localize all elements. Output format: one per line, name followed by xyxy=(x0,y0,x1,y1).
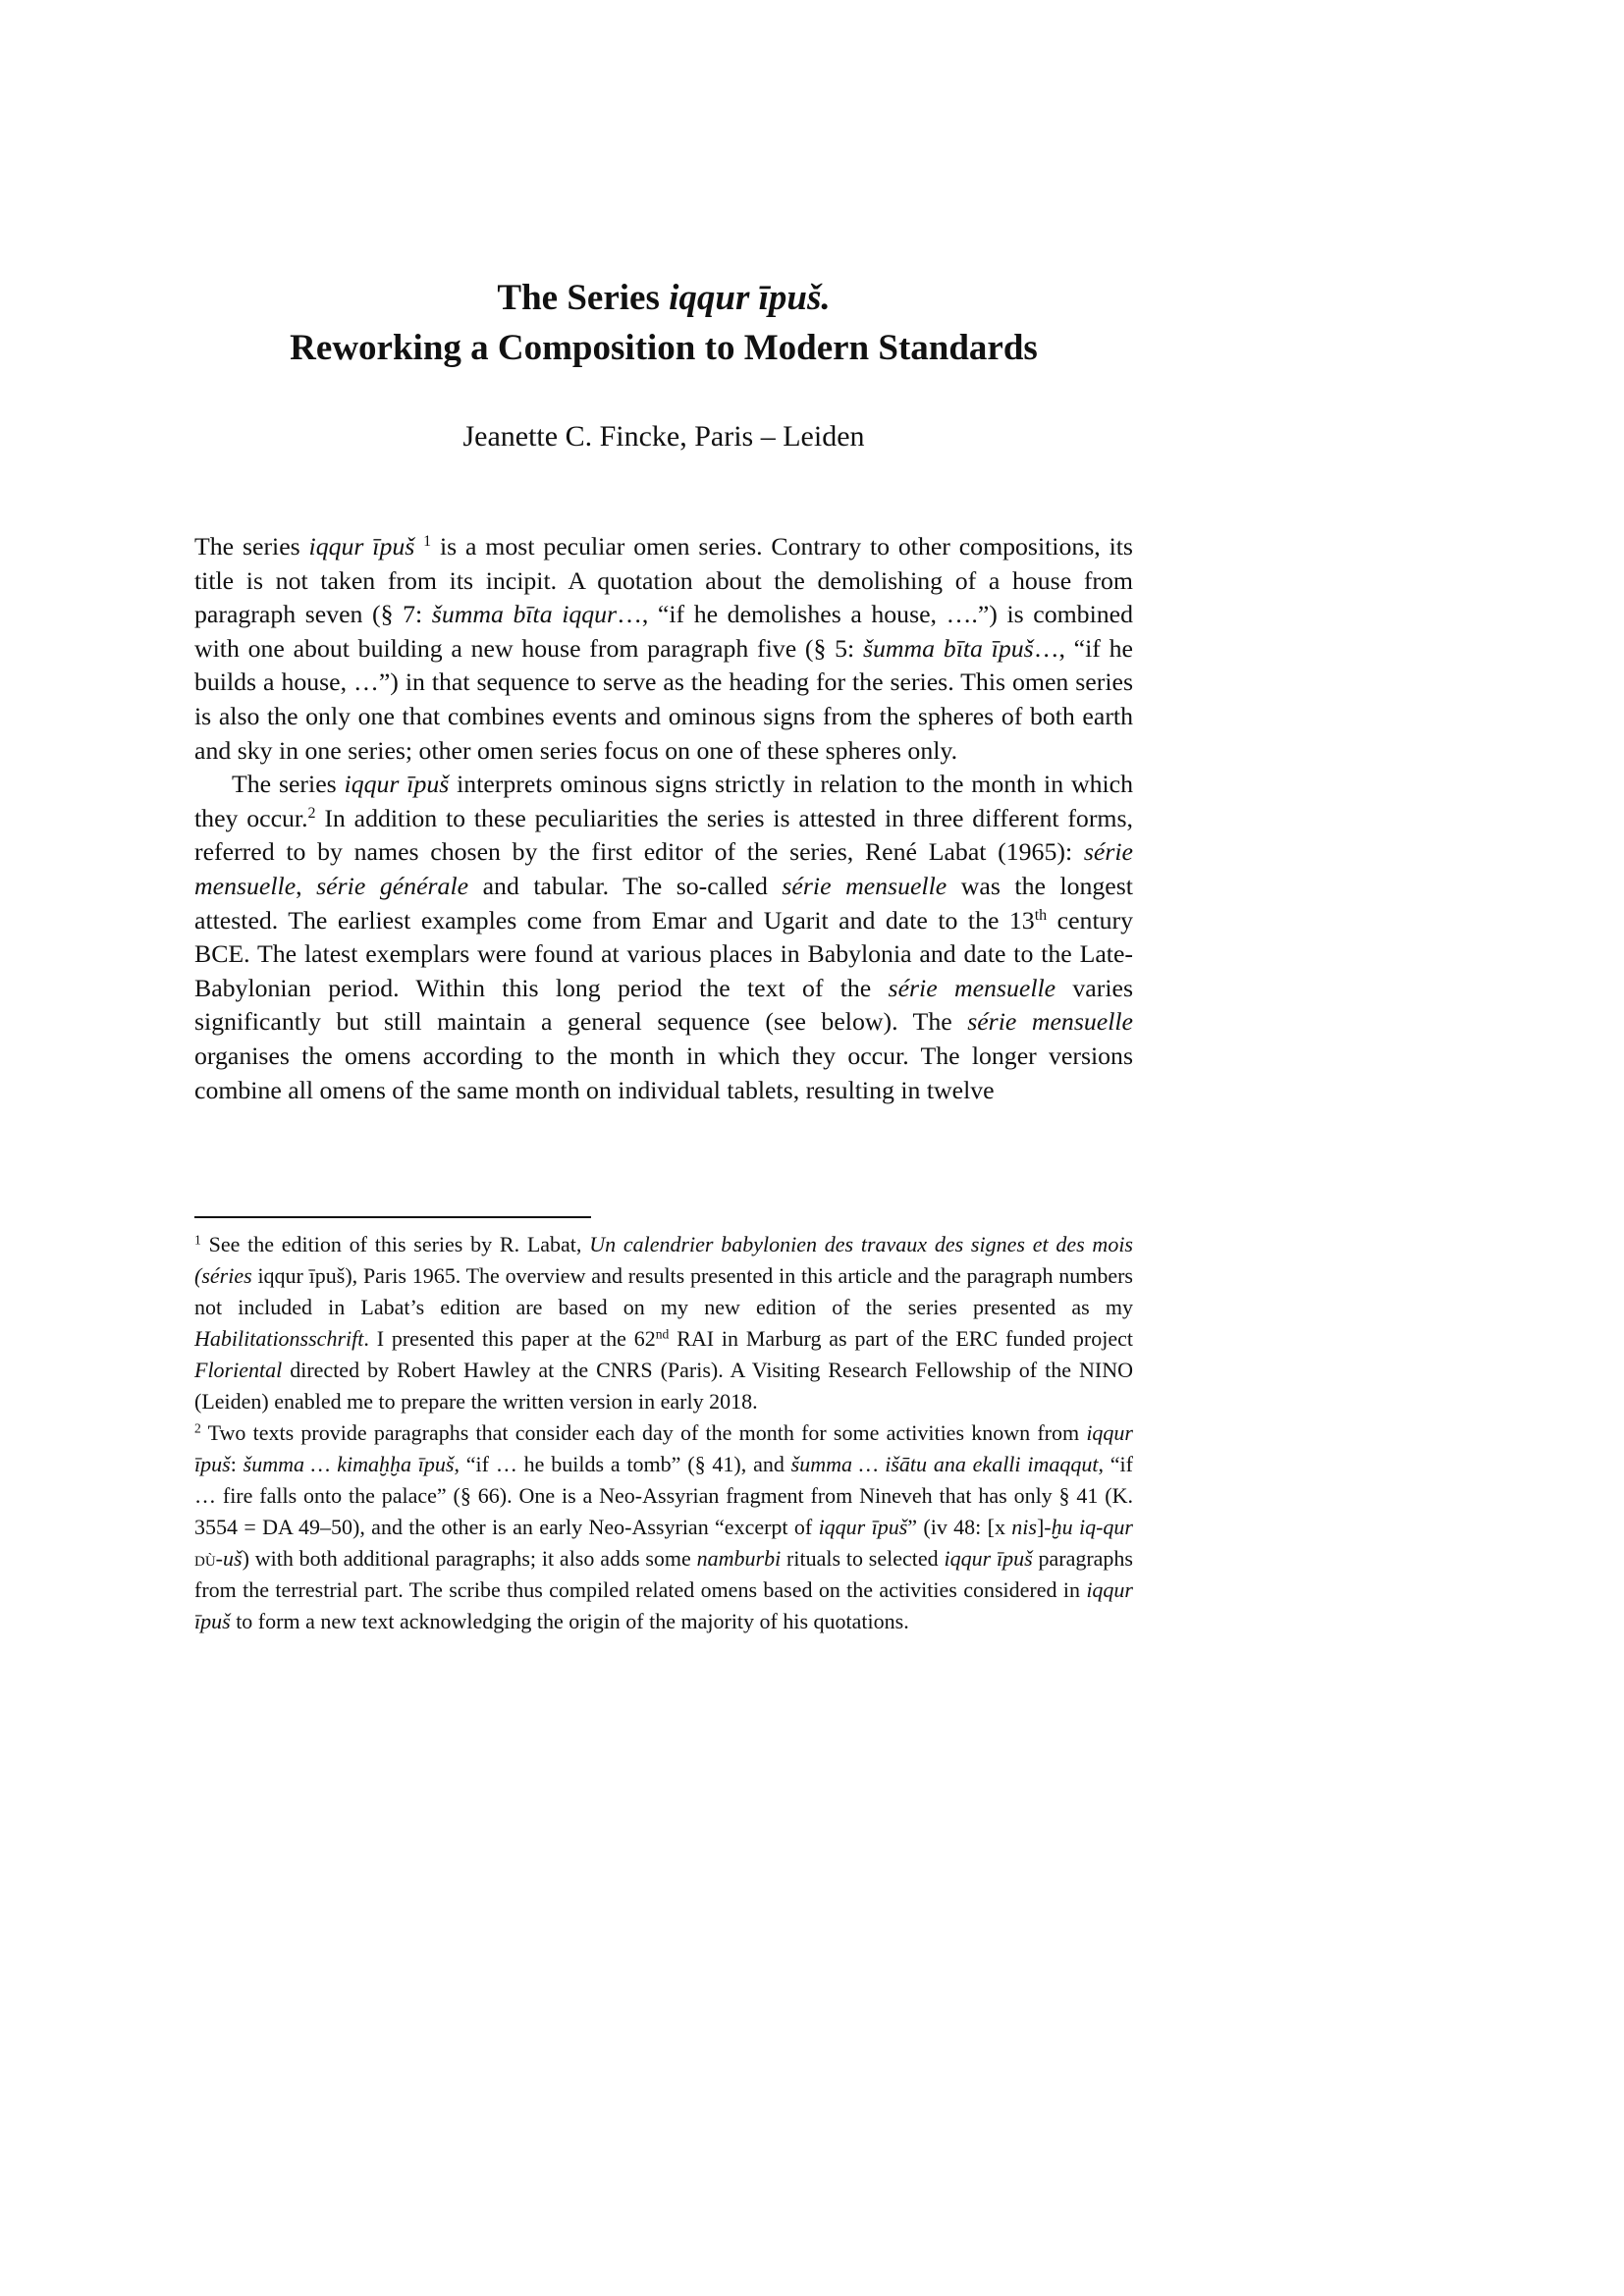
footnote-2: $^2$ Two texts provide paragraphs that consider each day of the month for some activities known from iqqur īpuš: šumma … kimaḫḫa īpuš, “if … he builds a tomb” (§ 41), and šumma … išātu ana ekalli imaqqut, “if … fire falls onto the palace” (§ 66). One is a Neo-Assyrian fragment from Nineveh that has only § 41 (K. 3554 = DA 49–50), and the other is an early Neo-Assyrian “excerpt of iqqur īpuš” (iv 48: [x nis]-ḫu iq-qur dù-uš) with both additional paragraphs; it also adds some namburbi rituals to selected iqqur īpuš paragraphs from the terrestrial part. The scribe thus compiled related omens based on the activities considered in iqqur īpuš to form a new text acknowledging the origin of the majority of his quotations. xyxy=(194,1420,1133,1633)
footnote-separator xyxy=(194,1216,591,1218)
footnote-1: $^1$ See the edition of this series by R. Labat, Un calendrier babylonien des travaux des signes et des mois (séries iqqur īpuš), Paris 1965. The overview and results presented in this article and the paragraph numbers not included in Labat’s edition are based on my new edition of the series presented as my Habilitationsschrift. I presented this paper at the 62nd RAI in Marburg as part of the ERC funded project Floriental directed by Robert Hawley at the CNRS (Paris). A Visiting Research Fellowship of the NINO (Leiden) enabled me to prepare the written version in early 2018. xyxy=(194,1232,1133,1414)
paragraph-1: The series iqqur īpuš $^1$ is a most peculiar omen series. Contrary to other compositions, its title is not taken from its incipit. A quotation about the demolishing of a house from paragraph seven (§ 7: šumma bīta iqqur…, “if he demolishes a house, ….”) is combined with one about building a new house from paragraph five (§ 5: šumma bīta īpuš…, “if he builds a house, …”) in that sequence to serve as the heading for the series. This omen series is also the only one that combines events and ominous signs from the spheres of both earth and sky in one series; other omen series focus on one of these spheres only. xyxy=(194,532,1133,765)
footnotes xyxy=(194,1229,1133,1637)
title-block xyxy=(0,273,1327,373)
title-line-2: Reworking a Composition to Modern Standards xyxy=(290,328,1038,368)
author-line: Jeanette C. Fincke, Paris – Leiden xyxy=(462,420,865,453)
footnote-ref-1[interactable]: 1 xyxy=(423,533,432,551)
paragraph-2: The series iqqur īpuš interprets ominous signs strictly in relation to the month in which they occur.$^2$ In addition to these peculiarities the series is attested in three different forms, referred to by names chosen by the first editor of the series, René Labat (1965): série mensuelle, série générale and tabular. The so-called série mensuelle was the longest attested. The earliest examples come from Emar and Ugarit and date to the 13th century BCE. The latest exemplars were found at various places in Babylonia and date to the Late-Babylonian period. Within this long period the text of the série mensuelle varies significantly but still maintain a general sequence (see below). The série mensuelle organises the omens according to the month in which they occur. The longer versions combine all omens of the same month on individual tablets, resulting in twelve xyxy=(194,770,1134,1104)
body-text xyxy=(194,530,1133,1107)
title-line-1: The Series iqqur īpuš. xyxy=(497,278,831,318)
footnote-ref-2[interactable]: 2 xyxy=(307,804,316,822)
